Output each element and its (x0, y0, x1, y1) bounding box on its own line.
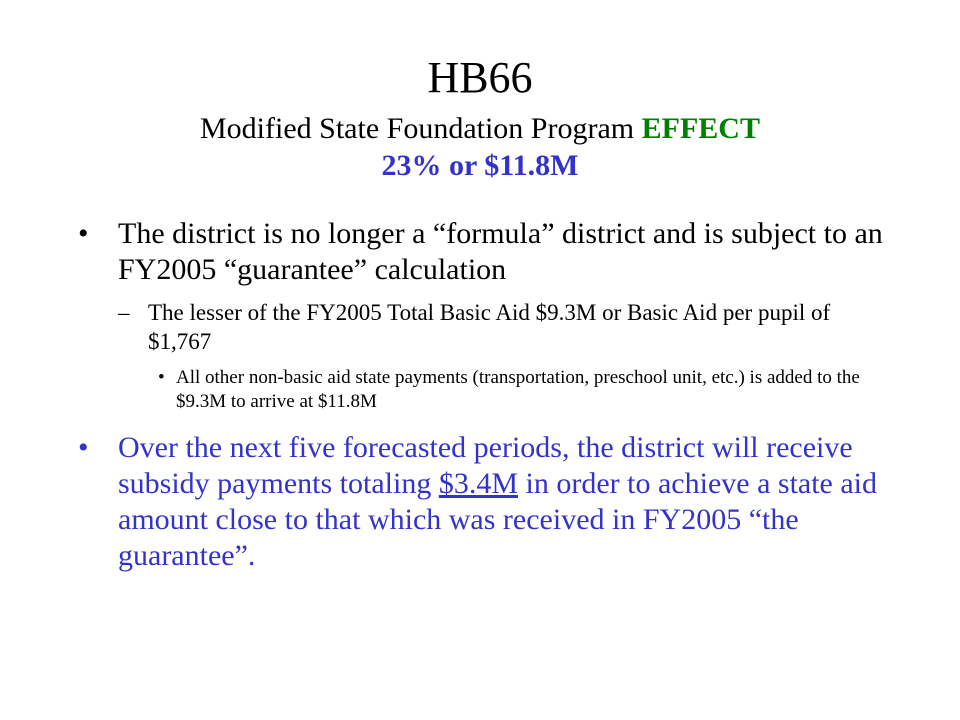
bullet-item-formula (78, 216, 898, 288)
subtitle-text: Modified State Foundation Program (200, 112, 642, 145)
bullet-list (78, 216, 898, 574)
sub-bullet-item-lesser (118, 298, 898, 356)
bullet-marker-small: • (158, 367, 165, 388)
bullet-item-subsidy (78, 430, 898, 574)
bullet-text: The district is no longer a “formula” district and is subject to an FY2005 “guarantee” calculation (118, 217, 883, 286)
subtitle-accent: EFFECT (641, 112, 760, 145)
sub-sub-bullet-item-payments (158, 366, 898, 414)
title-block (0, 52, 960, 184)
sub-sub-bullet-text: All other non-basic aid state payments (transportation, preschool unit, etc.) is added to the $9.3M to arrive at $11.8M (176, 367, 860, 412)
sub-bullet-text: The lesser of the FY2005 Total Basic Aid $9.3M or Basic Aid per pupil of $1,767 (148, 300, 831, 354)
subtitle-figure: 23% or $11.8M (381, 149, 579, 182)
slide-title: HB66 (427, 53, 533, 102)
bullet-text-after: in order to achieve a state aid amount close to that which was received in FY2005 “the guarantee”. (118, 467, 878, 572)
subsidy-amount: $3.4M (438, 467, 519, 500)
bullet-marker: • (78, 217, 89, 250)
dash-marker: – (118, 300, 130, 325)
slide-subtitle (0, 110, 960, 148)
bullet-text-before: Over the next five forecasted periods, the district will receive subsidy payments totaling (118, 431, 853, 500)
bullet-marker: • (78, 431, 89, 464)
